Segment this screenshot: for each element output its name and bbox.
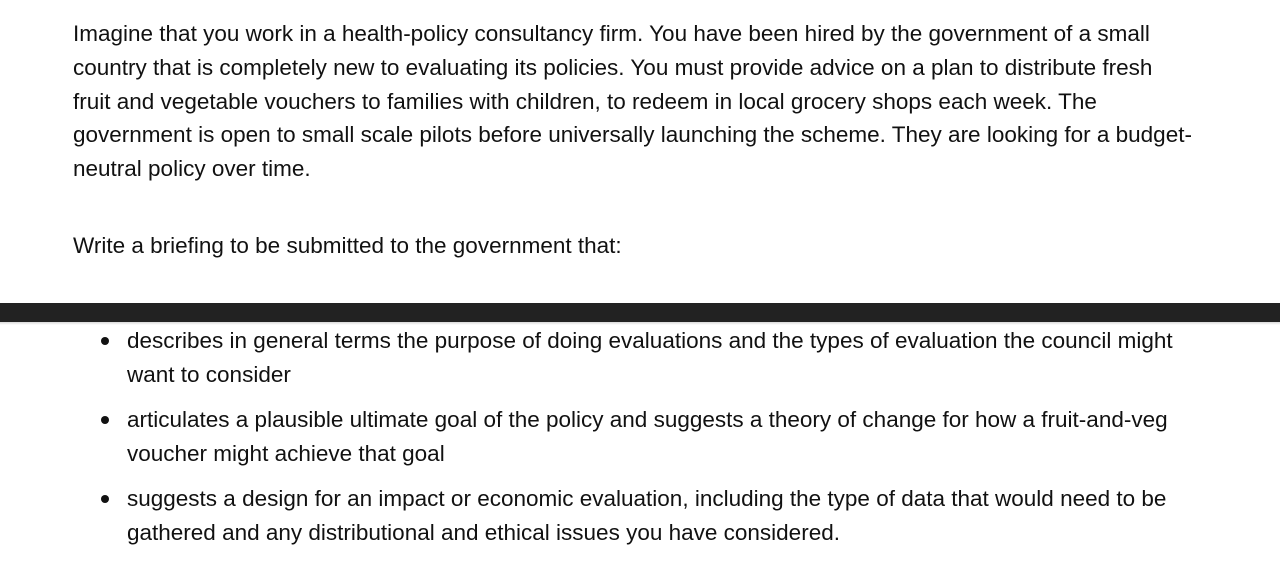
list-item-text: suggests a design for an impact or economic evaluation, including the type of data that would need to be gathered and any distributional and ethical issues you have considered. (127, 486, 1167, 545)
list-item-text: articulates a plausible ultimate goal of the policy and suggests a theory of change for how a fruit-and-veg voucher might achieve that goal (127, 407, 1168, 466)
bullet-icon (101, 337, 109, 345)
instruction-paragraph: Write a briefing to be submitted to the government that: (73, 233, 622, 258)
intro-paragraph: Imagine that you work in a health-policy consultancy firm. You have been hired by the government of a small country that is completely new to evaluating its policies. You must provide advice on a plan to distribute fresh fruit and vegetable vouchers to families with children, to redeem in local grocery shops each week. The government is open to small scale pilots before universally launching the scheme. They are looking for a budget-neutral policy over time. (73, 21, 1192, 182)
list-item-text: describes in general terms the purpose of doing evaluations and the types of evaluation the council might want to consider (127, 328, 1173, 387)
list-item (0, 403, 1187, 471)
list-item (0, 324, 1187, 392)
bullet-icon (101, 495, 109, 503)
bullet-icon (101, 416, 109, 424)
requirements-list (0, 324, 1280, 561)
divider-bar (0, 303, 1280, 322)
list-item (0, 482, 1187, 550)
